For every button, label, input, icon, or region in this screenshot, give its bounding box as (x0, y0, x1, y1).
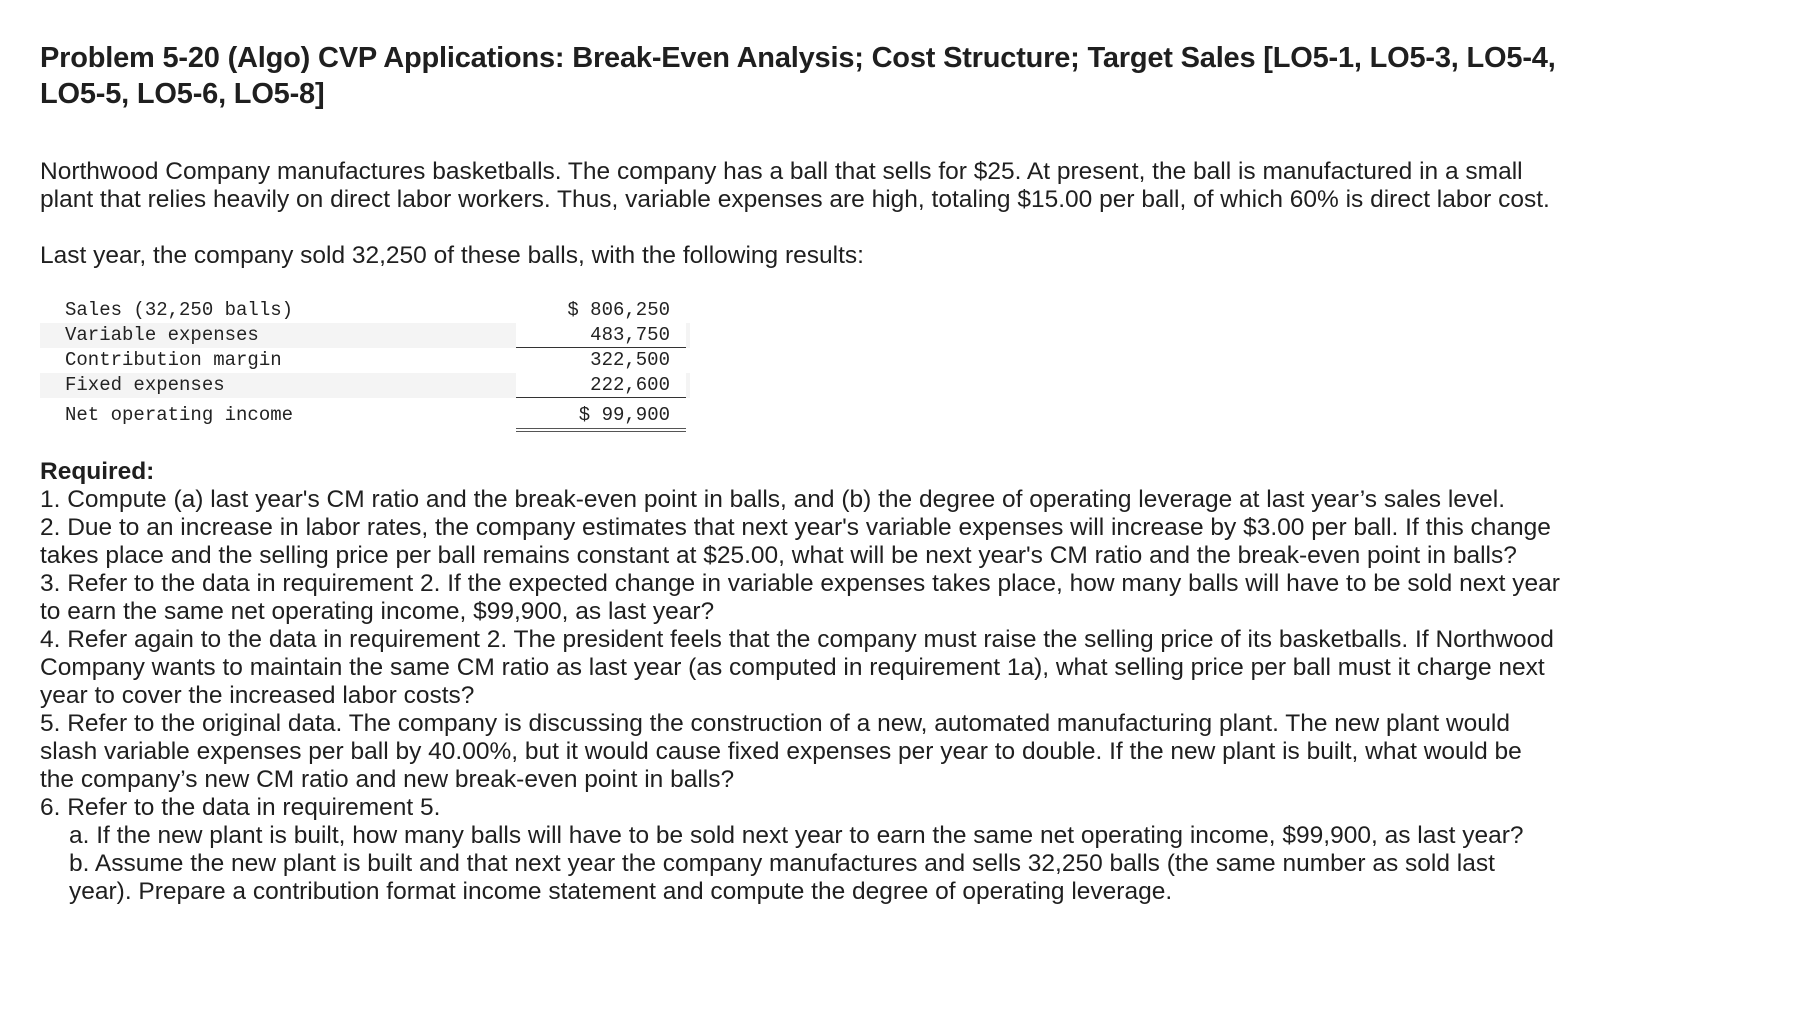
requirement-2: 2. Due to an increase in labor rates, the company estimates that next year's variable expenses will increase by $3.00 per ball. If this change takes place and the selling price per ball remains constant at $25.00, what will be next year's CM ratio and the break-even point in balls? (40, 514, 1551, 569)
last-year-sentence: Last year, the company sold 32,250 of these balls, with the following results: (40, 242, 864, 269)
requirement-6: 6. Refer to the data in requirement 5. (40, 794, 441, 821)
requirement-6b: b. Assume the new plant is built and that next year the company manufactures and sells 32,250 balls (the same number as sold last year). Prepare a contribution format income statement and compute the degree of operating leverage. (69, 850, 1495, 905)
row-label-variable-expenses: Variable expenses (65, 324, 259, 346)
row-amount-sales: $ 806,250 (516, 298, 686, 323)
required-section (40, 458, 1560, 906)
intro-paragraph: Northwood Company manufactures basketballs. The company has a ball that sells for $25. At present, the ball is manufactured in a small plant that relies heavily on direct labor workers. Thus, variable expenses are high, totaling $15.00 per ball, of which 60% is direct labor cost. (40, 158, 1550, 213)
row-amount-net-operating-income: $ 99,900 (516, 398, 686, 432)
row-amount-variable-expenses: 483,750 (516, 323, 686, 348)
row-amount-fixed-expenses: 222,600 (516, 373, 686, 398)
required-heading: Required: (40, 458, 155, 485)
problem-page (40, 40, 1560, 906)
income-statement-table (40, 298, 690, 432)
row-amount-contribution-margin: 322,500 (516, 348, 686, 373)
table-row (40, 398, 690, 432)
requirement-6a: a. If the new plant is built, how many balls will have to be sold next year to earn the same net operating income, $99,900, as last year? (69, 822, 1524, 849)
table-row (40, 323, 690, 348)
table-row (40, 298, 690, 323)
requirement-5: 5. Refer to the original data. The company is discussing the construction of a new, automated manufacturing plant. The new plant would slash variable expenses per ball by 40.00%, but it would cause fixed expenses per year to double. If the new plant is built, what would be the company’s new CM ratio and new break-even point in balls? (40, 710, 1522, 793)
row-label-sales: Sales (32,250 balls) (65, 299, 294, 321)
table-row (40, 348, 690, 373)
problem-title: Problem 5-20 (Algo) CVP Applications: Break-Even Analysis; Cost Structure; Target Sales [LO5-1, LO5-3, LO5-4, LO5-5, LO5-6, LO5-8] (40, 42, 1556, 110)
requirement-1: 1. Compute (a) last year's CM ratio and the break-even point in balls, and (b) the degree of operating leverage at last year’s sales level. (40, 486, 1506, 513)
row-label-net-operating-income: Net operating income (65, 404, 294, 426)
row-label-contribution-margin: Contribution margin (65, 349, 282, 371)
requirement-4: 4. Refer again to the data in requirement 2. The president feels that the company must raise the selling price of its basketballs. If Northwood Company wants to maintain the same CM ratio as last year (as computed in requirement 1a), what selling price per ball must it charge next year to cover the increased labor costs? (40, 626, 1554, 709)
table-row (40, 373, 690, 398)
row-label-fixed-expenses: Fixed expenses (65, 374, 225, 396)
requirement-3: 3. Refer to the data in requirement 2. If the expected change in variable expenses takes place, how many balls will have to be sold next year to earn the same net operating income, $99,900, as last year? (40, 570, 1560, 625)
